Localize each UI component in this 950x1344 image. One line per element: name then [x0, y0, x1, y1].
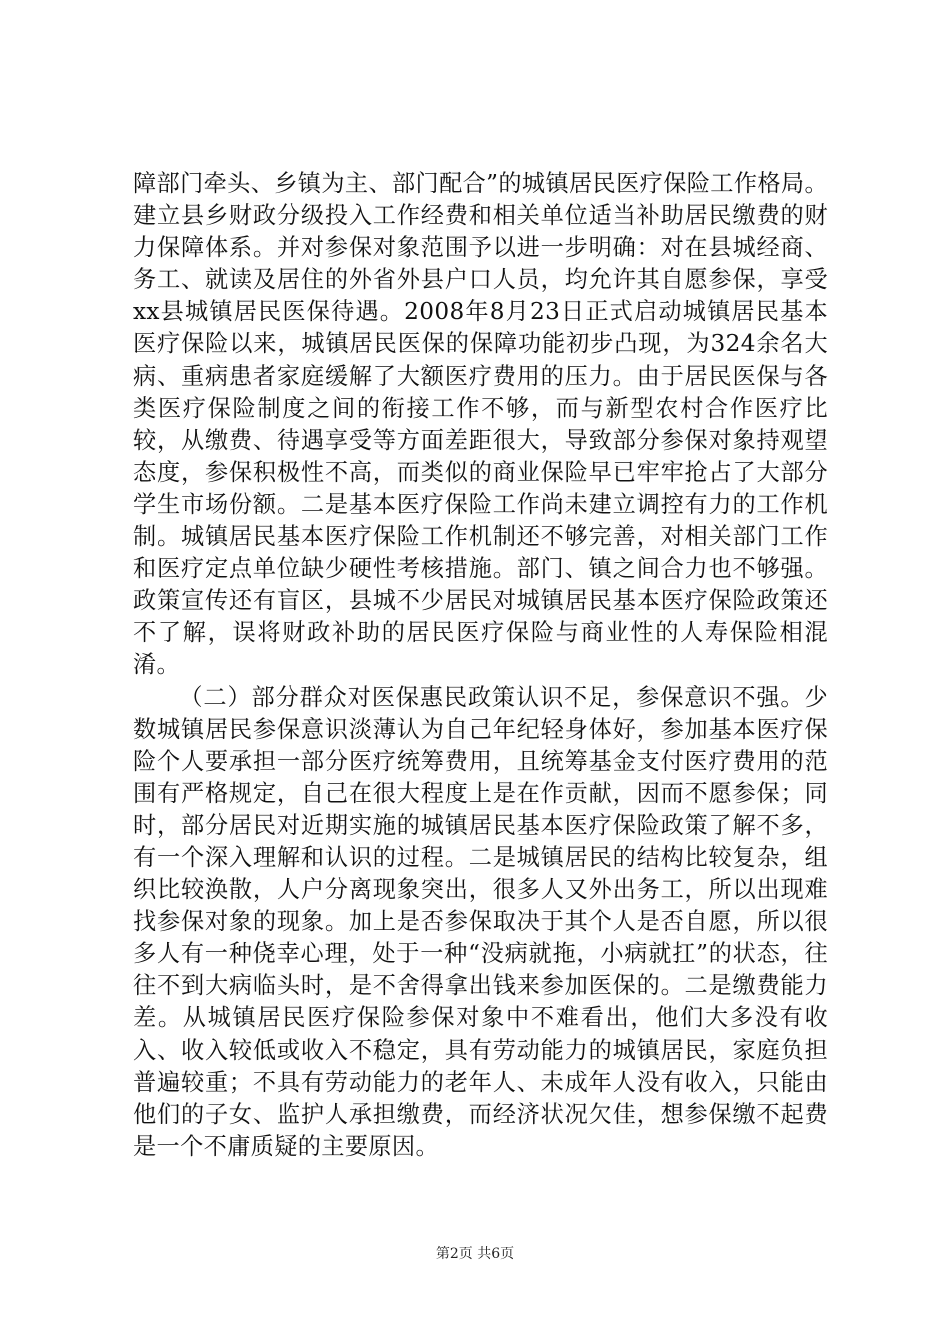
- page-number-footer: 第2页 共6页: [435, 1246, 515, 1262]
- paragraph-continued: 障部门牵头、乡镇为主、部门配合”的城镇居民医疗保险工作格局。建立县乡财政分级投入工作经费和相关单位适当补助居民缴费的财力保障体系。并对参保对象范围予以进一步明确：对在县城经商、务工、就读及居住的外省外县户口人员，均允许其自愿参保，享受xx县城镇居民医保待遇。2008年8月23日正式启动城镇居民基本医疗保险以来，城镇居民医保的保障功能初步凸现，为324余名大病、重病患者家庭缓解了大额医疗费用的压力。由于居民医保与各类医疗保险制度之间的衔接工作不够，而与新型农村合作医疗比较，从缴费、待遇享受等方面差距很大，导致部分参保对象持观望态度，参保积极性不高，而类似的商业保险早已牢牢抢占了大部分学生市场份额。二是基本医疗保险工作尚未建立调控有力的工作机制。城镇居民基本医疗保险工作机制还不够完善，对相关部门工作和医疗定点单位缺少硬性考核措施。部门、镇之间合力也不够强。政策宣传还有盲区，县城不少居民对城镇居民基本医疗保险政策还不了解，误将财政补助的居民医疗保险与商业性的人寿保险相混淆。: [133, 170, 828, 679]
- document-body: [133, 168, 828, 1163]
- paragraph-section-two: （二）部分群众对医保惠民政策认识不足，参保意识不强。少数城镇居民参保意识淡薄认为自己年纪轻身体好，参加基本医疗保险个人要承担一部分医疗统筹费用，且统筹基金支付医疗费用的范围有严格规定，自己在很大程度上是在作贡献，因而不愿参保；同时，部分居民对近期实施的城镇居民基本医疗保险政策了解不多，有一个深入理解和认识的过程。二是城镇居民的结构比较复杂，组织比较涣散，人户分离现象突出，很多人又外出务工，所以出现难找参保对象的现象。加上是否参保取决于其个人是否自愿，所以很多人有一种侥幸心理，处于一种“没病就拖，小病就扛”的状态，往往不到大病临头时，是不舍得拿出钱来参加医保的。二是缴费能力差。从城镇居民医疗保险参保对象中不难看出，他们大多没有收入、收入较低或收入不稳定，具有劳动能力的城镇居民，家庭负担普遍较重；不具有劳动能力的老年人、未成年人没有收入，只能由他们的子女、监护人承担缴费，而经济状况欠佳，想参保缴不起费是一个不庸质疑的主要原因。: [133, 683, 828, 1160]
